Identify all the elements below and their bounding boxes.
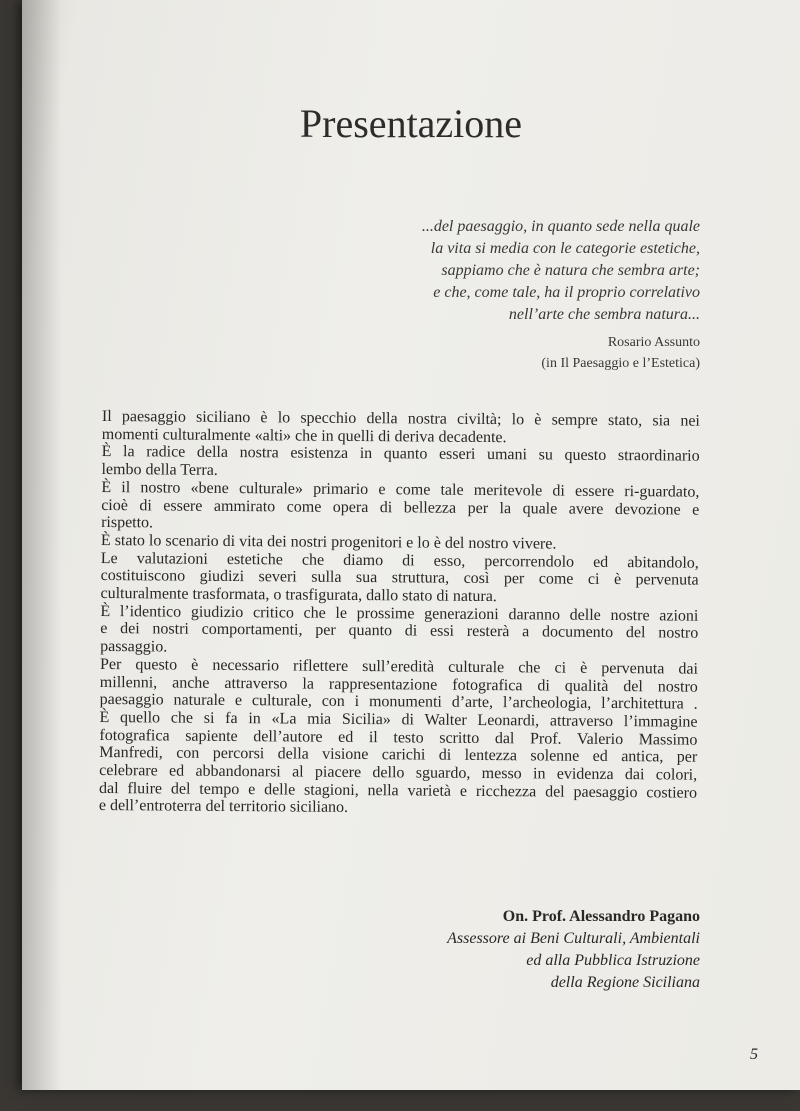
- body-line: Le valutazioni estetiche che diamo di esso, percorrendolo ed abitandolo,: [100, 549, 699, 572]
- epigraph-line: ...del paesaggio, in quanto sede nella quale: [421, 218, 700, 235]
- body-line: passaggio.: [100, 638, 168, 656]
- epigraph: [422, 216, 700, 326]
- epigraph-line: nell’arte che sembra natura...: [508, 306, 700, 323]
- body-text: [99, 408, 700, 820]
- book-page: [22, 0, 800, 1090]
- body-line: costituiscono giudizi severi sulla sua struttura, così per come ci è pervenuta: [100, 567, 699, 590]
- body-line: culturalmente trasformata, o trasfigurata, dallo stato di natura.: [100, 585, 497, 606]
- body-line: dal fluire del tempo e delle stagioni, nella varietà e ricchezza del paesaggio costiero: [98, 779, 698, 802]
- signatory-role-line: Assessore ai Beni Culturali, Ambientali: [447, 930, 700, 947]
- page-spine-shadow: [22, 0, 62, 1090]
- body-line: È stato lo scenario di vita dei nostri progenitori e lo è del nostro vivere.: [100, 531, 557, 553]
- body-line: fotografica sapiente dell’autore ed il testo scritto dal Prof. Valerio Massimo: [99, 726, 698, 749]
- body-line: momenti culturalmente «alti» che in quelli di deriva decadente.: [101, 425, 507, 446]
- epigraph-source: (in Il Paesaggio e l’Estetica): [541, 356, 700, 371]
- body-line: e dei nostri comportamenti, per quanto di essi resterà a documento del nostro: [100, 620, 699, 643]
- signatory-name: On. Prof. Alessandro Pagano: [502, 908, 700, 925]
- body-line: cioè di essere ammirato come opera di bellezza per la quale avere devozione e: [101, 496, 700, 519]
- body-line: È l’identico giudizio critico che le prossime generazioni daranno delle nostre azioni: [100, 602, 699, 625]
- signatory-role-line: ed alla Pubblica Istruzione: [526, 952, 700, 969]
- signature-block: [447, 906, 700, 994]
- body-line: Il paesaggio siciliano è lo specchio della nostra civiltà; lo è sempre stato, sia nei: [101, 408, 700, 430]
- body-line: celebrare ed abbandonarsi al piacere dello sguardo, messo in evidenza dai colori,: [99, 762, 698, 784]
- epigraph-author: Rosario Assunto: [607, 335, 700, 350]
- body-line: Per questo è necessario riflettere sull’eredità culturale che ci è pervenuta dai: [99, 655, 699, 678]
- body-line: paesaggio naturale e culturale, con i monumenti d’arte, l’archeologia, l’architettura .: [99, 691, 698, 713]
- signatory-role-line: della Regione Siciliana: [550, 974, 700, 991]
- body-line: e dell’entroterra del territorio siciliano.: [98, 797, 349, 817]
- body-line: Manfredi, con percorsi della visione carichi di lentezza solenne ed antica, per: [99, 744, 698, 767]
- body-line: millenni, anche attraverso la rappresentazione fotografica di qualità del nostro: [99, 673, 698, 696]
- epigraph-line: sappiamo che è natura che sembra arte;: [441, 262, 700, 279]
- page-number: 5: [750, 1046, 758, 1063]
- body-line: È la radice della nostra esistenza in quanto esseri umani su questo straordinario: [101, 443, 700, 466]
- epigraph-attribution: [541, 332, 700, 374]
- epigraph-line: la vita si media con le categorie estetiche,: [430, 240, 700, 257]
- body-line: È il nostro «bene culturale» primario e come tale meritevole di essere ri-guardato,: [101, 478, 700, 501]
- body-line: lembo della Terra.: [101, 461, 218, 480]
- epigraph-line: e che, come tale, ha il proprio correlativo: [433, 284, 700, 301]
- body-line: È quello che si fa in «La mia Sicilia» di Walter Leonardi, attraverso l’immagine: [99, 708, 698, 731]
- body-line: rispetto.: [101, 514, 154, 532]
- page-title: Presentazione: [299, 101, 523, 146]
